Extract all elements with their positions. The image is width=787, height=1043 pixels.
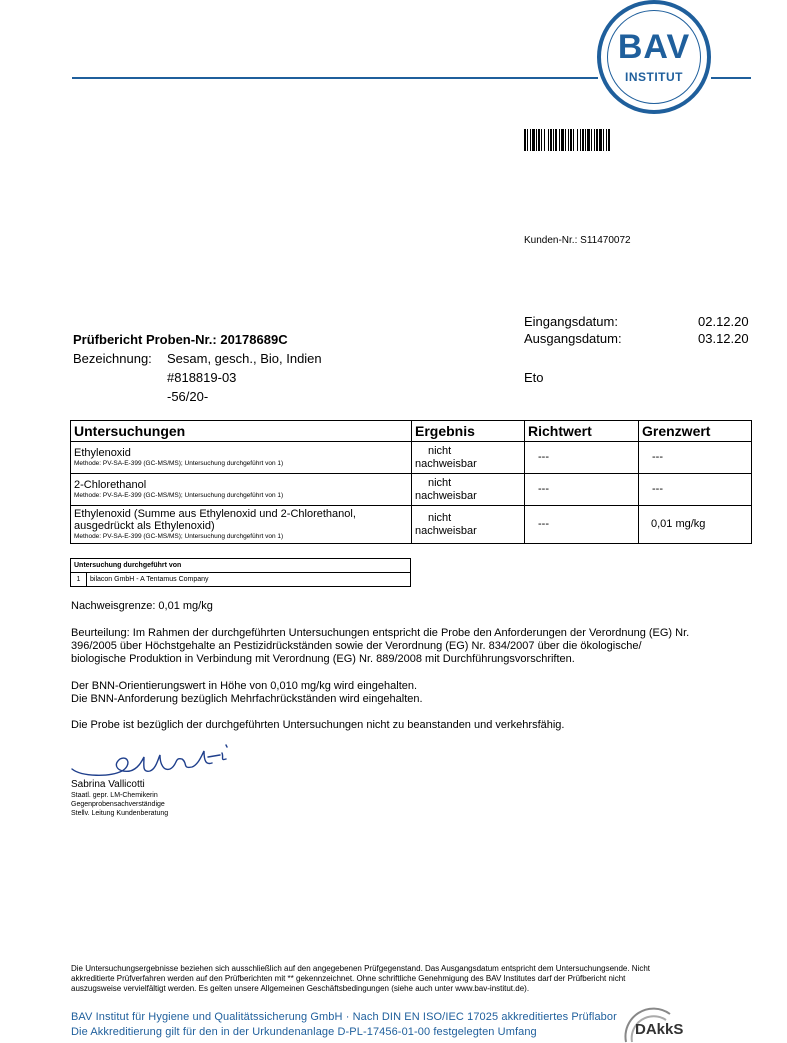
performed-by-header: Untersuchung durchgeführt von: [71, 559, 411, 573]
signature-name: Sabrina Vallicotti: [71, 779, 145, 790]
assessment-line-2: 396/2005 über Höchstgehalte an Pestizidrückständen sowie der Verordnung (EG) Nr. 834/2007 über die ökologische/: [71, 640, 642, 652]
designation-line-1: Sesam, gesch., Bio, Indien: [167, 351, 322, 366]
guide-value: ---: [525, 506, 639, 544]
footer-disclaimer-3: auszugsweise vervielfältigt werden. Es gelten unsere Allgemeinen Geschäftsbedingungen (siehe auch unter www.bav-institut.de).: [71, 984, 530, 993]
results-header-row: [71, 421, 752, 442]
customer-number-label: Kunden-Nr.:: [524, 235, 578, 246]
signature-role-1: Staatl. gepr. LM-Chemikerin: [71, 792, 158, 799]
detection-limit: Nachweisgrenze: 0,01 mg/kg: [71, 600, 213, 612]
performed-by-table: [70, 558, 411, 587]
signature-image: [70, 743, 230, 781]
customer-number: [524, 235, 631, 246]
performed-by-index: 1: [71, 573, 87, 587]
table-row: [71, 506, 752, 544]
analyte-name: 2-Chlorethanol: [74, 479, 147, 491]
header-grenzwert: Grenzwert: [639, 421, 752, 442]
header-untersuchungen: Untersuchungen: [71, 421, 412, 442]
footer-accreditation-2: Die Akkreditierung gilt für den in der Urkundenanlage D-PL-17456-01-00 festgelegten Umfang: [71, 1026, 537, 1038]
header-rule-left: [72, 77, 598, 79]
analyte-method: Methode: PV-SA-E-399 (GC-MS/MS); Untersuchung durchgeführt von 1): [74, 533, 284, 540]
signature-role-2: Gegenprobensachverständige: [71, 801, 165, 808]
bav-logo: [597, 0, 711, 114]
logo-text-institut: INSTITUT: [625, 70, 683, 84]
footer-disclaimer-2: akkreditierte Prüfverfahren werden auf den Prüfberichten mit ** gekennzeichnet. Ohne schriftliche Genehmigung des BAV Institutes darf der Prüfbericht nicht: [71, 974, 626, 983]
analyte-method: Methode: PV-SA-E-399 (GC-MS/MS); Untersuchung durchgeführt von 1): [74, 492, 284, 499]
received-date-label: Eingangsdatum:: [524, 314, 618, 329]
designation-line-2: #818819-03: [167, 370, 237, 385]
limit-value: ---: [639, 474, 752, 506]
result-value-line2: nachweisbar: [415, 489, 477, 502]
issued-date-value: 03.12.20: [698, 331, 749, 346]
bnn-line-1: Der BNN-Orientierungswert in Höhe von 0,010 mg/kg wird eingehalten.: [71, 680, 418, 692]
dakks-logo: [620, 1004, 690, 1043]
performed-by-header-row: [71, 559, 411, 573]
date-note: Eto: [524, 370, 544, 385]
designation-label: Bezeichnung:: [73, 351, 152, 366]
result-value-line1: nicht: [428, 511, 452, 524]
footer-accreditation-1: BAV Institut für Hygiene und Qualitätssicherung GmbH · Nach DIN EN ISO/IEC 17025 akkreditiertes Prüflabor: [71, 1011, 617, 1023]
limit-value: ---: [639, 442, 752, 474]
issued-date-label: Ausgangsdatum:: [524, 331, 622, 346]
table-row: [71, 573, 411, 587]
limit-value: 0,01 mg/kg: [639, 506, 752, 544]
header-ergebnis: Ergebnis: [412, 421, 525, 442]
signature-role-3: Stellv. Leitung Kundenberatung: [71, 810, 169, 817]
header-richtwert: Richtwert: [525, 421, 639, 442]
barcode: [524, 129, 662, 151]
results-table: [70, 420, 752, 544]
received-date-value: 02.12.20: [698, 314, 749, 329]
analyte-method: Methode: PV-SA-E-399 (GC-MS/MS); Untersuchung durchgeführt von 1): [74, 460, 284, 467]
conclusion: Die Probe ist bezüglich der durchgeführten Untersuchungen nicht zu beanstanden und verkehrsfähig.: [71, 719, 565, 731]
table-row: [71, 442, 752, 474]
dakks-text: DAkkS: [635, 1021, 684, 1038]
assessment-line-3: biologische Produktion in Verbindung mit Verordnung (EG) Nr. 889/2008 mit Durchführungsvorschriften.: [71, 653, 575, 665]
guide-value: ---: [525, 442, 639, 474]
table-row: [71, 474, 752, 506]
performed-by-lab: bilacon GmbH - A Tentamus Company: [87, 573, 411, 587]
result-value-line2: nachweisbar: [415, 457, 477, 470]
report-title: Prüfbericht Proben-Nr.: 20178689C: [73, 332, 288, 347]
bnn-line-2: Die BNN-Anforderung bezüglich Mehrfachrückständen wird eingehalten.: [71, 693, 423, 705]
assessment-line-1: Beurteilung: Im Rahmen der durchgeführten Untersuchungen entspricht die Probe den Anforderungen der Verordnung (EG) Nr.: [71, 627, 690, 639]
result-value-line2: nachweisbar: [415, 524, 477, 537]
customer-number-value: S11470072: [580, 235, 631, 246]
footer-disclaimer-1: Die Untersuchungsergebnisse beziehen sich ausschließlich auf den angegebenen Prüfgegenstand. Das Ausgangsdatum entspricht dem Untersuchungsende. Nicht: [71, 964, 651, 973]
result-value-line1: nicht: [428, 444, 452, 457]
result-value-line1: nicht: [428, 476, 452, 489]
guide-value: ---: [525, 474, 639, 506]
header-rule-right: [711, 77, 751, 79]
analyte-name: Ethylenoxid (Summe aus Ethylenoxid und 2-Chlorethanol, ausgedrückt als Ethylenoxid): [74, 508, 356, 532]
logo-text-bav: BAV: [617, 28, 691, 66]
designation-line-3: -56/20-: [167, 389, 209, 404]
analyte-name: Ethylenoxid: [74, 447, 131, 459]
